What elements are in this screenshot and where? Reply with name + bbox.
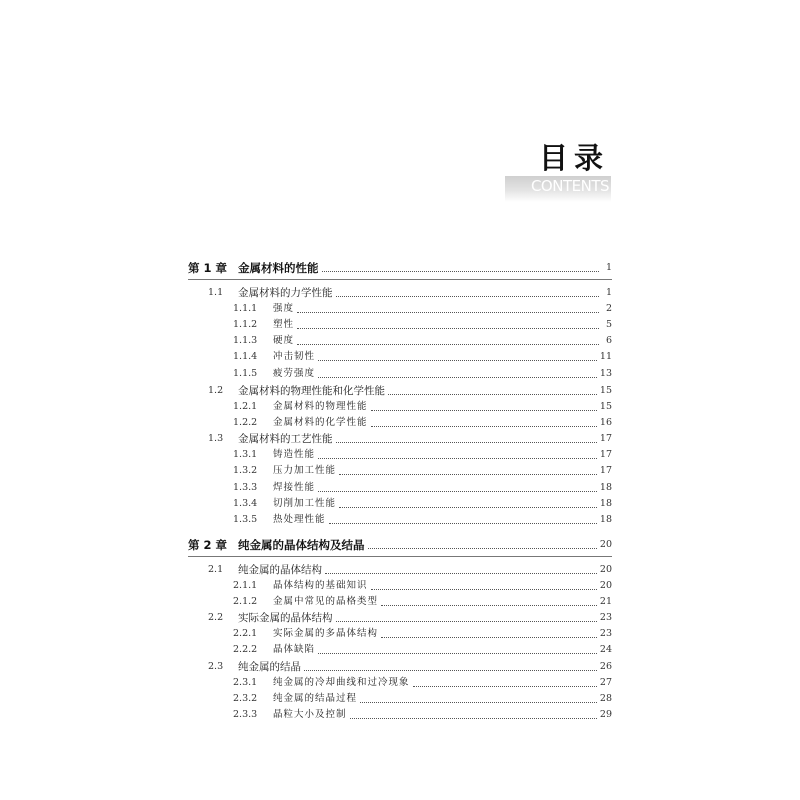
- toc-entry-page: 16: [599, 417, 612, 428]
- toc-entry-page: 5: [605, 319, 612, 330]
- toc-entry-page: 20: [599, 564, 612, 575]
- subtitle-band: [505, 176, 611, 202]
- toc-entry-title: 实际金属的晶体结构: [238, 612, 333, 624]
- toc-entry-page: 20: [599, 580, 612, 591]
- toc-entry-number: 2.2.2: [233, 644, 258, 655]
- dot-leader: [329, 523, 597, 524]
- toc-entry-section[interactable]: [188, 383, 612, 399]
- toc-entry-page: 27: [599, 677, 612, 688]
- dot-leader: [381, 605, 597, 606]
- toc-entry-section[interactable]: [188, 562, 612, 578]
- toc-entry-page: 17: [599, 433, 612, 444]
- dot-leader: [336, 442, 597, 443]
- dot-leader: [304, 670, 597, 671]
- toc-entry-sub[interactable]: [188, 317, 612, 333]
- toc-entry-number: 2.2.1: [233, 628, 258, 639]
- dot-leader: [368, 548, 597, 549]
- toc-entry-title: 铸造性能: [273, 449, 316, 460]
- toc-entry-page: 18: [599, 498, 612, 509]
- toc-entry-number: 2.2: [208, 612, 224, 623]
- dot-leader: [371, 410, 597, 411]
- toc-heading: [505, 140, 611, 204]
- toc-entry-number: 2.1: [208, 564, 224, 575]
- toc-entry-title: 纯金属的结晶: [238, 661, 301, 673]
- toc-entry-page: 23: [599, 612, 612, 623]
- toc-entry-page: 15: [599, 401, 612, 412]
- page-title: 目录: [538, 141, 609, 175]
- dot-leader: [413, 686, 597, 687]
- toc-entry-number: 1.1.3: [233, 335, 258, 346]
- toc-entry-title: 实际金属的多晶体结构: [273, 628, 379, 639]
- toc-entry-title: 金属中常见的晶格类型: [273, 596, 379, 607]
- toc-entry-number: 1.1.5: [233, 368, 258, 379]
- toc-entry-title: 金属材料的化学性能: [273, 417, 368, 428]
- toc-entry-sub[interactable]: [188, 415, 612, 431]
- toc-entry-number: 1.3.2: [233, 465, 258, 476]
- toc-entry-title: 热处理性能: [273, 514, 326, 525]
- toc-entry-title: 纯金属的结晶过程: [273, 693, 358, 704]
- toc-entry-number: 1.3: [208, 433, 224, 444]
- toc-entry-sub[interactable]: [188, 301, 612, 317]
- toc-entry-title: 焊接性能: [273, 482, 316, 493]
- toc-entry-sub[interactable]: [188, 463, 612, 479]
- toc-entry-page: 1: [605, 287, 612, 298]
- dot-leader: [339, 507, 597, 508]
- toc-entry-sub[interactable]: [188, 578, 612, 594]
- toc-entry-sub[interactable]: [188, 512, 612, 528]
- toc-entry-number: 1.3.5: [233, 514, 258, 525]
- toc-entry-chapter[interactable]: [188, 260, 612, 276]
- toc-entry-number: 1.2.2: [233, 417, 258, 428]
- toc-entry-sub[interactable]: [188, 399, 612, 415]
- dot-leader: [381, 637, 597, 638]
- toc-entry-number: 1.2.1: [233, 401, 258, 412]
- toc-entry-sub[interactable]: [188, 480, 612, 496]
- toc-entry-title: 金属材料的性能: [238, 261, 319, 275]
- toc-entry-title: 晶粒大小及控制: [273, 709, 347, 720]
- dot-leader: [297, 312, 599, 313]
- toc-entry-number: 第 2 章: [188, 538, 228, 552]
- toc-entry-number: 1.1.1: [233, 303, 258, 314]
- toc-entry-title: 晶体缺陷: [273, 644, 316, 655]
- toc-entry-title: 压力加工性能: [273, 465, 337, 476]
- toc-entry-sub[interactable]: [188, 447, 612, 463]
- toc-entry-title: 纯金属的晶体结构: [238, 564, 322, 576]
- toc-entry-number: 1.3.1: [233, 449, 258, 460]
- toc-entry-title: 强度: [273, 303, 295, 314]
- toc-entry-chapter[interactable]: [188, 537, 612, 553]
- toc-entry-sub[interactable]: [188, 366, 612, 382]
- toc-entry-sub[interactable]: [188, 594, 612, 610]
- toc-entry-number: 1.1: [208, 287, 224, 298]
- toc-entry-number: 2.3.3: [233, 709, 258, 720]
- toc-entry-page: 23: [599, 628, 612, 639]
- dot-leader: [336, 296, 600, 297]
- dot-leader: [297, 328, 599, 329]
- toc-entry-title: 金属材料的物理性能: [273, 401, 368, 412]
- toc-entry-page: 18: [599, 482, 612, 493]
- toc-entry-page: 17: [599, 465, 612, 476]
- page-subtitle: CONTENTS: [530, 177, 609, 195]
- toc-entry-number: 2.3.2: [233, 693, 258, 704]
- toc-entry-number: 第 1 章: [188, 261, 228, 275]
- toc-entry-page: 20: [599, 539, 612, 550]
- toc-entry-page: 28: [599, 693, 612, 704]
- toc-entry-number: 1.3.4: [233, 498, 258, 509]
- dot-leader: [339, 474, 597, 475]
- toc-entry-page: 13: [599, 368, 612, 379]
- toc-entry-sub[interactable]: [188, 349, 612, 365]
- toc-entry-page: 6: [605, 335, 612, 346]
- toc-entry-section[interactable]: [188, 659, 612, 675]
- dot-leader: [297, 344, 599, 345]
- dot-leader: [336, 621, 597, 622]
- toc-entry-page: 17: [599, 449, 612, 460]
- toc-entry-number: 2.3: [208, 661, 224, 672]
- toc-entry-page: 2: [605, 303, 612, 314]
- toc-entry-number: 2.3.1: [233, 677, 258, 688]
- toc-entry-number: 2.1.1: [233, 580, 258, 591]
- toc-entry-sub[interactable]: [188, 707, 612, 723]
- toc-entry-title: 塑性: [273, 319, 295, 330]
- toc-entry-sub[interactable]: [188, 626, 612, 642]
- dot-leader: [360, 702, 597, 703]
- dot-leader: [322, 271, 600, 272]
- dot-leader: [318, 377, 597, 378]
- toc-entry-page: 29: [599, 709, 612, 720]
- dot-leader: [318, 360, 597, 361]
- toc-entry-title: 硬度: [273, 335, 295, 346]
- toc-entry-page: 26: [599, 661, 612, 672]
- dot-leader: [350, 718, 597, 719]
- dot-leader: [388, 394, 597, 395]
- toc-entry-title: 纯金属的冷却曲线和过冷现象: [273, 677, 410, 688]
- toc-entry-page: 11: [599, 351, 612, 362]
- toc-entry-sub[interactable]: [188, 333, 612, 349]
- toc-entry-section[interactable]: [188, 285, 612, 301]
- toc-entry-title: 切削加工性能: [273, 498, 337, 509]
- toc-entry-section[interactable]: [188, 431, 612, 447]
- toc-entry-title: 冲击韧性: [273, 351, 316, 362]
- toc-entry-title: 纯金属的晶体结构及结晶: [238, 538, 365, 552]
- toc-entry-section[interactable]: [188, 610, 612, 626]
- toc-entry-title: 疲劳强度: [273, 368, 316, 379]
- toc-entry-title: 金属材料的工艺性能: [238, 433, 333, 445]
- toc-entry-page: 21: [599, 596, 612, 607]
- toc-entry-title: 金属材料的力学性能: [238, 287, 333, 299]
- toc-entry-sub[interactable]: [188, 675, 612, 691]
- toc-entry-page: 15: [599, 385, 612, 396]
- toc-entry-sub[interactable]: [188, 642, 612, 658]
- toc-entry-sub[interactable]: [188, 496, 612, 512]
- dot-leader: [318, 458, 597, 459]
- chapter-divider: [188, 556, 612, 557]
- toc-entry-title: 晶体结构的基础知识: [273, 580, 368, 591]
- toc-entry-number: 1.1.4: [233, 351, 258, 362]
- dot-leader: [318, 491, 597, 492]
- toc-entry-number: 1.1.2: [233, 319, 258, 330]
- dot-leader: [325, 573, 597, 574]
- toc-entry-number: 1.2: [208, 385, 224, 396]
- toc-entry-page: 24: [599, 644, 612, 655]
- toc-entry-page: 18: [599, 514, 612, 525]
- toc-entry-number: 2.1.2: [233, 596, 258, 607]
- dot-leader: [371, 426, 597, 427]
- toc-entry-sub[interactable]: [188, 691, 612, 707]
- toc-entry-page: 1: [605, 262, 612, 273]
- chapter-divider: [188, 279, 612, 280]
- dot-leader: [318, 653, 597, 654]
- toc-entry-number: 1.3.3: [233, 482, 258, 493]
- toc-entry-title: 金属材料的物理性能和化学性能: [238, 385, 385, 397]
- dot-leader: [371, 589, 597, 590]
